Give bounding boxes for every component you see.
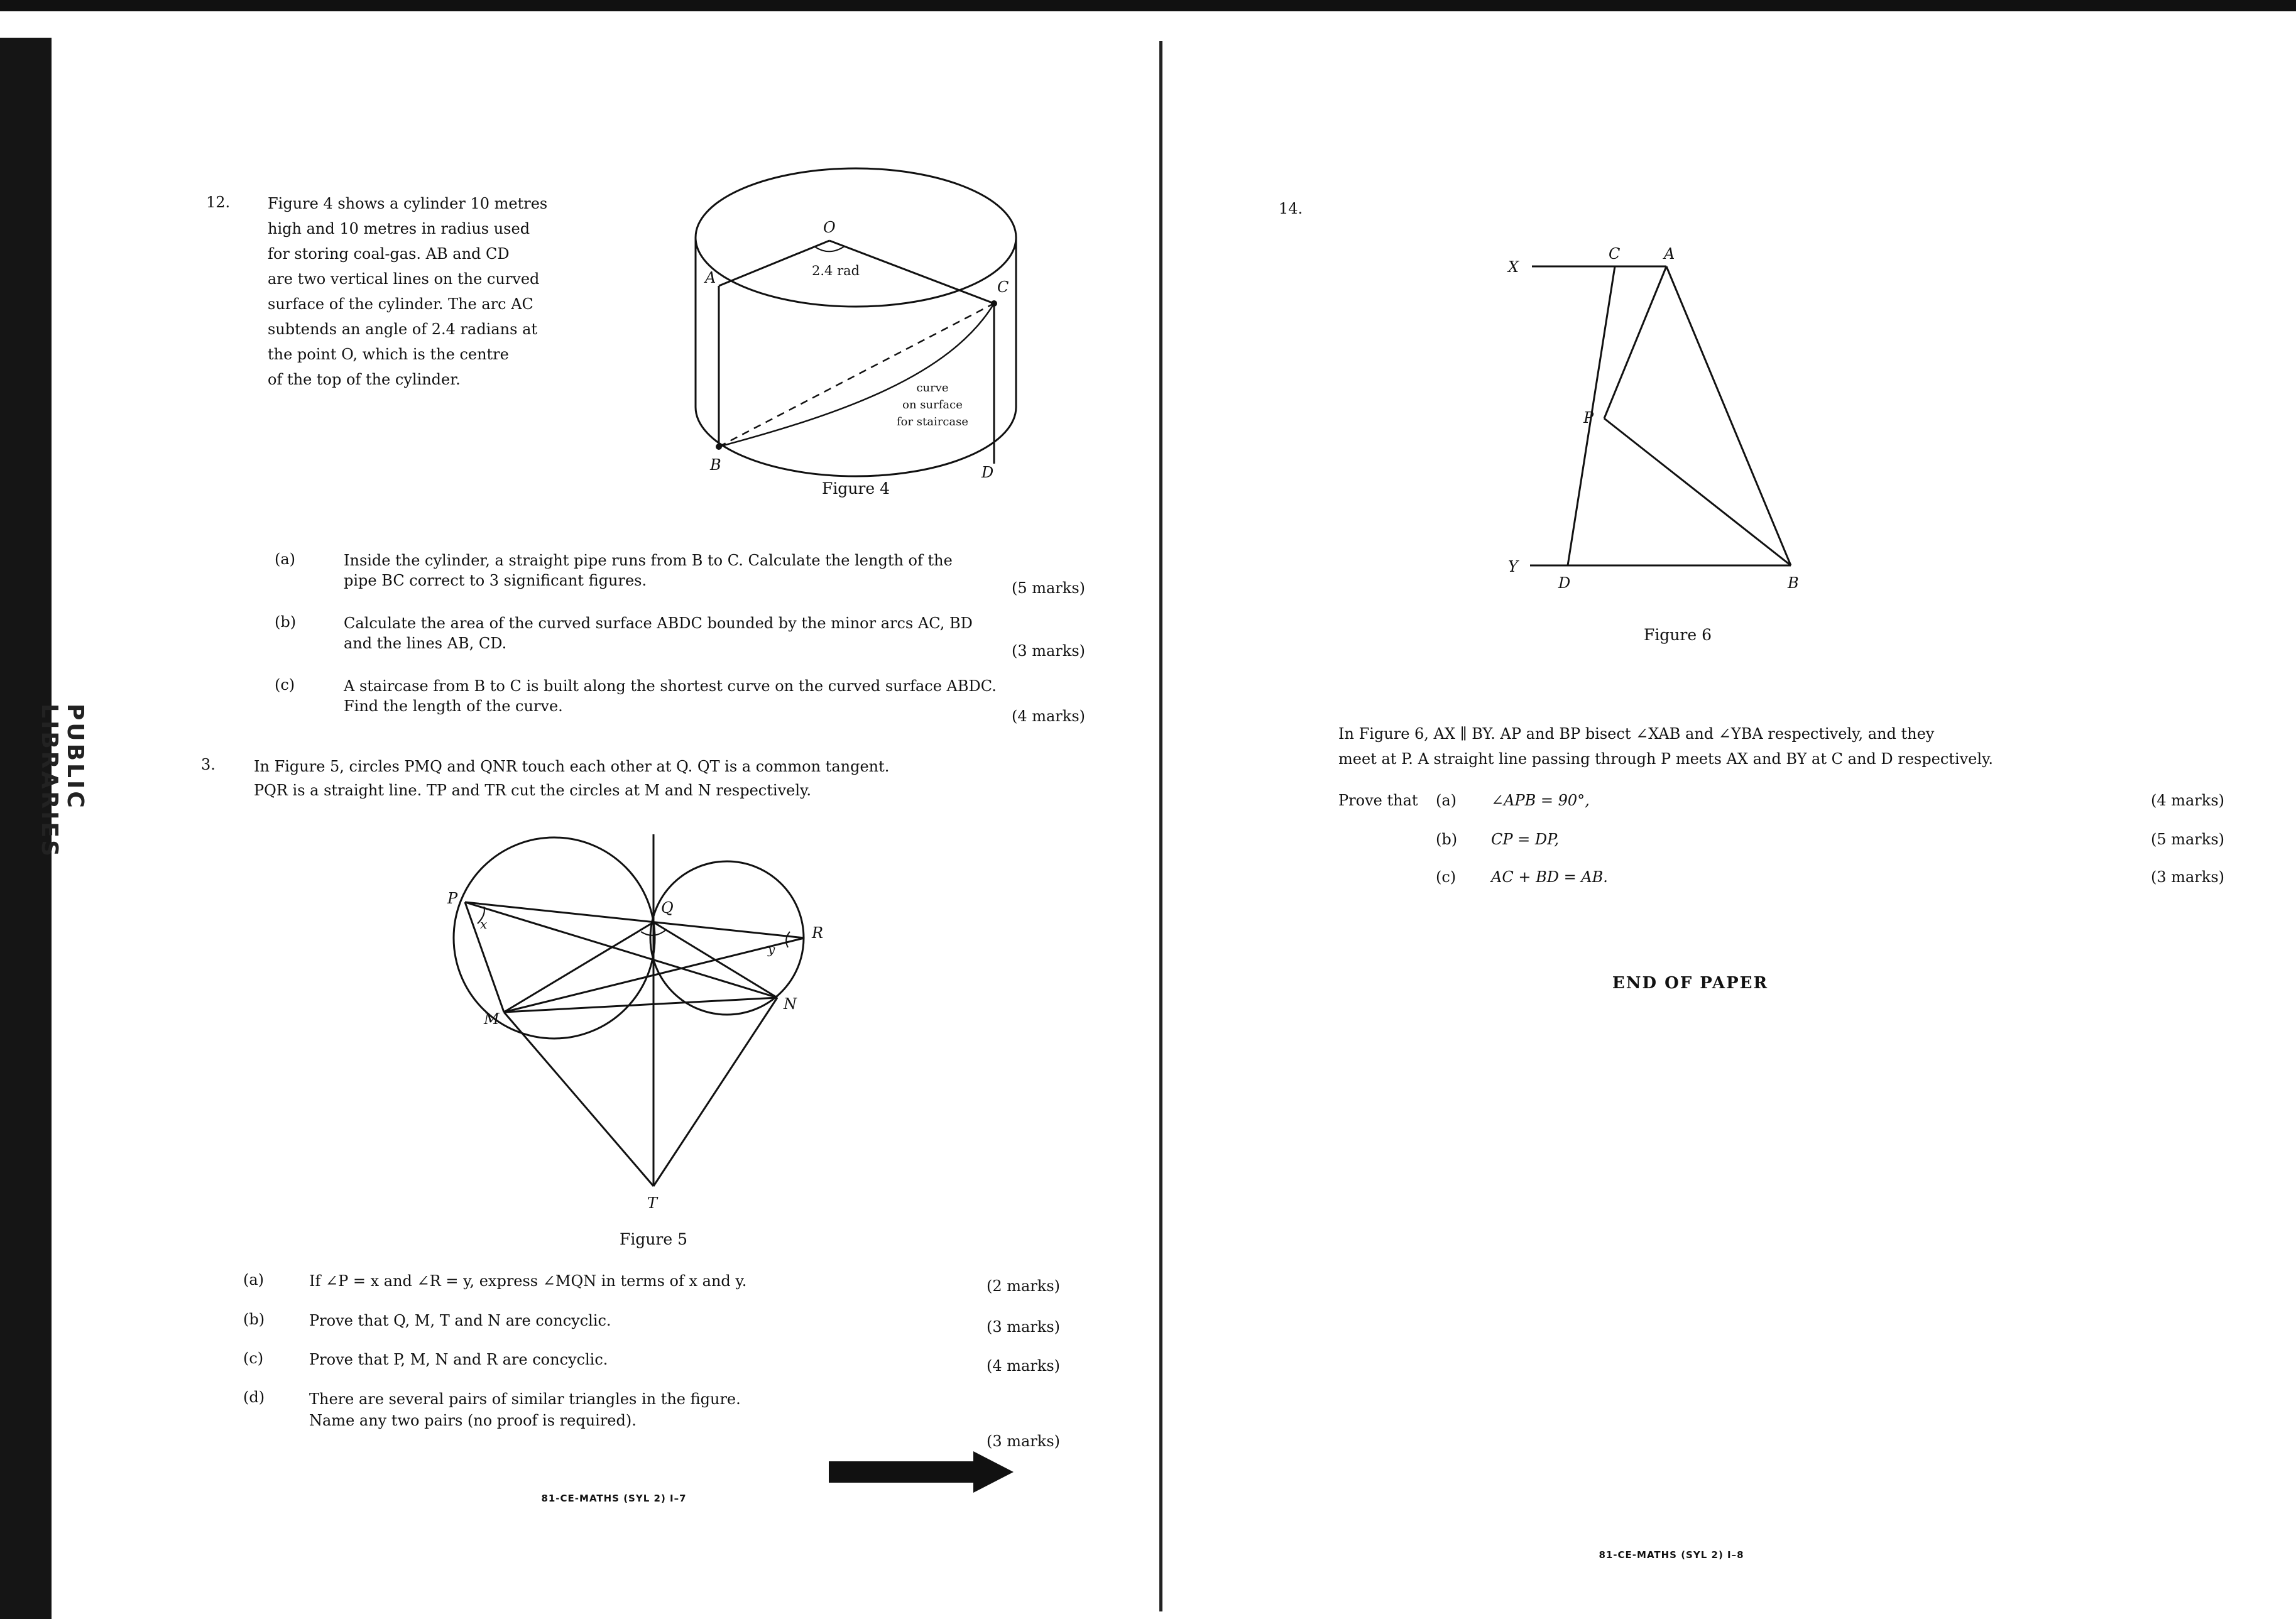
figure-5-circles	[403, 815, 856, 1218]
intro-line: the point O, which is the centre	[268, 346, 509, 363]
label-O: O	[823, 219, 836, 236]
angle-label-x: x	[480, 917, 488, 932]
part-label: (d)	[243, 1388, 265, 1406]
part-text: Prove that Q, M, T and N are concyclic.	[309, 1312, 611, 1329]
line-AB	[1666, 266, 1791, 565]
part-text: CP = DP,	[1491, 831, 1560, 848]
label-P: P	[1583, 409, 1594, 427]
label-C: C	[1609, 245, 1621, 263]
part-label: (c)	[1436, 868, 1457, 886]
part-marks: (3 marks)	[2150, 868, 2224, 886]
intro-line: are two vertical lines on the curved	[268, 270, 540, 288]
intro-line: meet at P. A straight line passing through P meets AX and BY at C and D respectively.	[1338, 750, 1994, 768]
part-label: (a)	[1436, 792, 1457, 809]
figure-6-triangle	[1489, 231, 1879, 621]
intro-line: Figure 4 shows a cylinder 10 metres	[268, 195, 548, 212]
left-page-footer: 81-CE-MATHS (SYL 2) I–7	[541, 1493, 687, 1504]
question-14-number: 14.	[1279, 200, 1303, 217]
label-P: P	[447, 890, 458, 907]
label-D: D	[1558, 574, 1571, 592]
question-14-intro	[1338, 721, 2231, 771]
curve-label-line: for staircase	[896, 415, 969, 428]
intro-line: subtends an angle of 2.4 radians at	[268, 320, 538, 338]
question-13-number: 3.	[201, 756, 216, 773]
part-text: If ∠P = x and ∠R = y, express ∠MQN in terms of x and y.	[309, 1272, 747, 1290]
part-label: (c)	[243, 1349, 264, 1367]
part-text: Name any two pairs (no proof is required).	[309, 1412, 637, 1429]
left-page	[36, 11, 1157, 1613]
line-AP	[1604, 266, 1666, 418]
prove-that-label: Prove that	[1338, 792, 1418, 809]
line-MN	[504, 998, 777, 1012]
part-marks: (5 marks)	[1011, 579, 1085, 597]
figure-4-cylinder	[655, 162, 1057, 501]
angle-label: 2.4 rad	[812, 263, 860, 278]
curve-label-line: on surface	[902, 398, 963, 412]
intro-line: PQR is a straight line. TP and TR cut the circles at M and N respectively.	[254, 782, 812, 799]
question-12-intro	[268, 191, 620, 392]
part-text: A staircase from B to C is built along the shortest curve on the curved surface ABDC.	[344, 677, 997, 695]
part-marks: (4 marks)	[986, 1357, 1060, 1375]
figure-5-caption: Figure 5	[619, 1230, 688, 1248]
margin-stamp: PUBLIC LIBRARIES	[36, 704, 88, 859]
angle-arc-O	[815, 246, 845, 251]
line-TN	[653, 998, 777, 1186]
label-Q: Q	[661, 899, 674, 917]
part-marks: (3 marks)	[1011, 642, 1085, 660]
end-of-paper: END OF PAPER	[1612, 974, 1769, 993]
figure-4-caption: Figure 4	[821, 479, 890, 498]
label-C: C	[997, 278, 1009, 296]
part-marks: (3 marks)	[986, 1318, 1060, 1336]
angle-label-y: y	[768, 942, 775, 957]
part-text: pipe BC correct to 3 significant figures.	[344, 572, 647, 589]
part-label: (a)	[243, 1271, 265, 1289]
question-13-intro	[254, 755, 1083, 802]
part-text: ∠APB = 90°,	[1491, 792, 1590, 809]
intro-line: In Figure 5, circles PMQ and QNR touch each other at Q. QT is a common tangent.	[254, 758, 890, 775]
part-text: There are several pairs of similar triangles in the figure.	[309, 1390, 741, 1408]
angle-arc-y	[786, 932, 790, 947]
part-label: (b)	[275, 613, 297, 631]
intro-line: surface of the cylinder. The arc AC	[268, 295, 533, 313]
label-A: A	[705, 269, 716, 286]
part-text: AC + BD = AB.	[1491, 868, 1608, 886]
part-marks: (2 marks)	[986, 1277, 1060, 1295]
continue-arrow-icon	[828, 1450, 1016, 1494]
part-label: (c)	[275, 676, 295, 694]
part-label: (b)	[243, 1311, 265, 1328]
intro-line: In Figure 6, AX ∥ BY. AP and BP bisect ∠XAB and ∠YBA respectively, and they	[1338, 725, 1935, 743]
label-A: A	[1664, 245, 1675, 263]
line-TM	[504, 1012, 653, 1186]
figure-6-caption: Figure 6	[1643, 626, 1712, 644]
cylinder-top-ellipse	[696, 168, 1016, 307]
part-marks: (4 marks)	[2150, 792, 2224, 809]
label-B: B	[1788, 574, 1799, 592]
label-X: X	[1508, 258, 1519, 276]
part-text: Find the length of the curve.	[344, 697, 563, 715]
part-marks: (4 marks)	[1011, 707, 1085, 725]
intro-line: high and 10 metres in radius used	[268, 220, 530, 237]
question-12-number: 12.	[206, 194, 231, 211]
label-D: D	[981, 464, 994, 481]
part-label: (b)	[1436, 831, 1458, 848]
part-text: Calculate the area of the curved surface ABDC bounded by the minor arcs AC, BD	[344, 614, 973, 632]
part-label: (a)	[275, 550, 296, 568]
part-text: Inside the cylinder, a straight pipe runs from B to C. Calculate the length of the	[344, 552, 953, 569]
label-N: N	[784, 995, 797, 1013]
part-text: Prove that P, M, N and R are concyclic.	[309, 1351, 608, 1368]
part-marks: (3 marks)	[986, 1432, 1060, 1450]
intro-line: of the top of the cylinder.	[268, 371, 461, 388]
circle-PMQ	[454, 837, 655, 1038]
curve-label-line: curve	[916, 381, 949, 395]
right-page-footer: 81-CE-MATHS (SYL 2) I–8	[1599, 1549, 1744, 1561]
part-text: and the lines AB, CD.	[344, 635, 507, 652]
label-T: T	[647, 1194, 658, 1212]
line-PB	[1604, 418, 1791, 565]
label-M: M	[484, 1010, 500, 1028]
intro-line: for storing coal-gas. AB and CD	[268, 245, 510, 263]
circle-QNR	[650, 861, 804, 1015]
label-B: B	[710, 456, 721, 474]
line-QM	[504, 922, 653, 1012]
label-R: R	[812, 924, 824, 942]
right-page	[1162, 11, 2287, 1613]
label-Y: Y	[1508, 558, 1518, 575]
scan-top-border	[0, 0, 2296, 11]
part-marks: (5 marks)	[2150, 831, 2224, 848]
